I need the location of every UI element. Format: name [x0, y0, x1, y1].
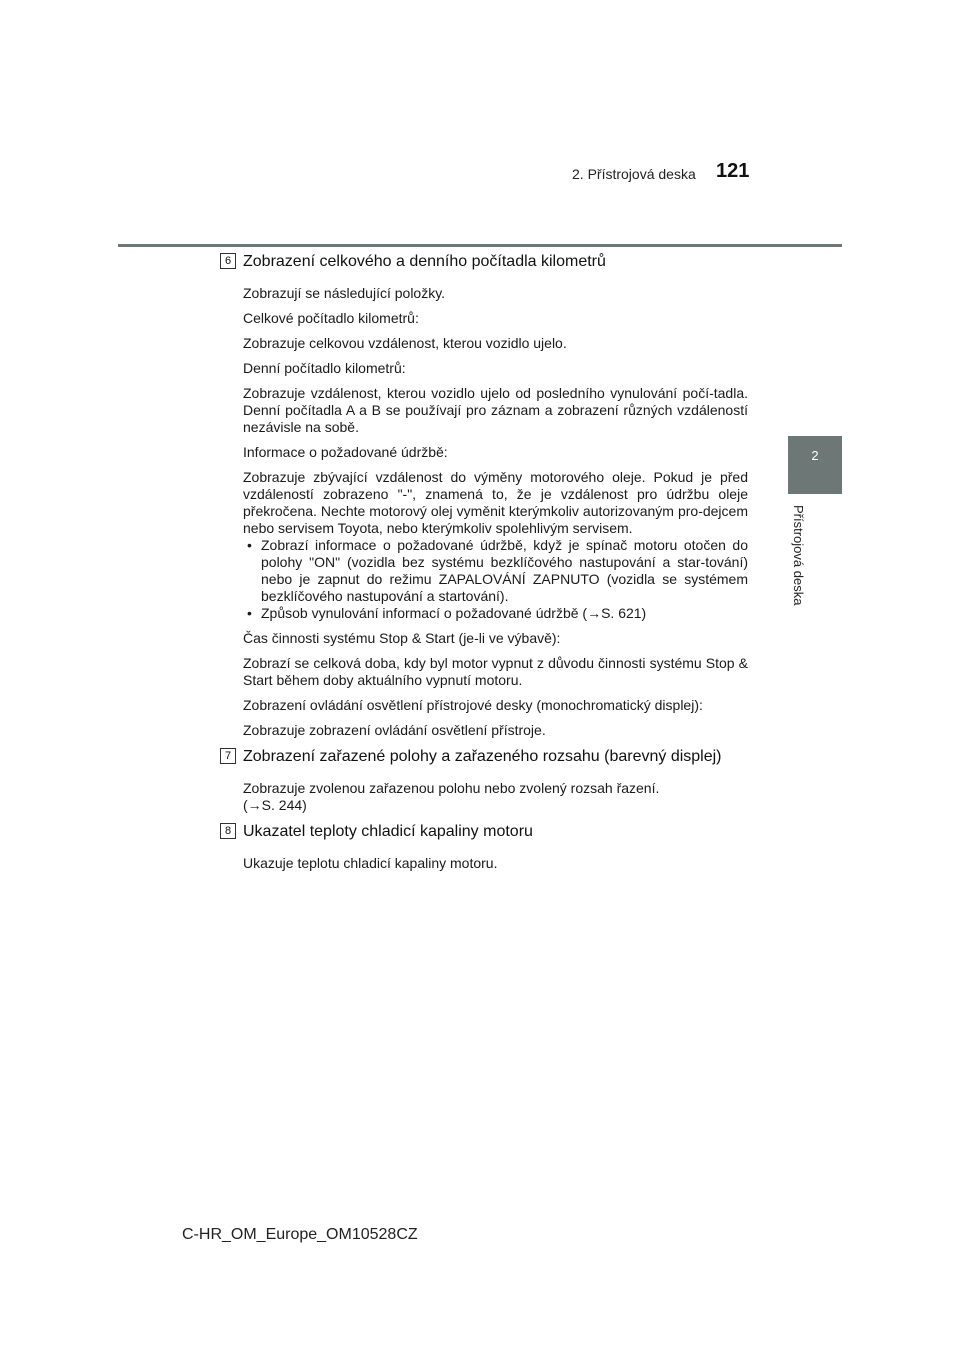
item-heading: Zobrazení zařazené polohy a zařazeného rozsahu (barevný displej) — [243, 748, 722, 765]
header-rule — [118, 244, 842, 247]
page-number: 121 — [716, 160, 750, 182]
paragraph: Zobrazují se následující položky. — [243, 285, 446, 301]
chapter-tab — [788, 436, 842, 494]
item-number-badge: 8 — [220, 823, 236, 839]
paragraph: (→S. 244) — [243, 797, 307, 813]
paragraph: Denní počítadlo kilometrů: — [243, 360, 406, 376]
paragraph: Zobrazuje zobrazení ovládání osvětlení přístroje. — [243, 722, 546, 738]
paragraph: Informace o požadované údržbě: — [243, 444, 448, 460]
item-number-badge: 6 — [220, 253, 236, 269]
paragraph: Ukazuje teplotu chladicí kapaliny motoru. — [243, 855, 498, 871]
paragraph: Čas činnosti systému Stop & Start (je-li ve výbavě): — [243, 630, 561, 646]
chapter-tab-number: 2 — [811, 448, 819, 463]
bullet-item: • Způsob vynulování informací o požadované údržbě (→S. 621) — [243, 605, 748, 622]
item-heading: Zobrazení celkového a denního počítadla kilometrů — [243, 253, 606, 270]
item-heading: Ukazatel teploty chladicí kapaliny motoru — [243, 823, 533, 840]
bullet-item: • Zobrazí informace o požadované údržbě, když je spínač motoru otočen do polohy "ON" (vozidla bez systému bezklíčového nastupování a star-tování) nebo je zapnut do režimu ZAPALOVÁNÍ ZAPNUTO (vozidla se systémem bezklíčového nastupování a startování). — [243, 537, 748, 605]
paragraph: Zobrazí se celková doba, kdy byl motor vypnut z důvodu činnosti systému Stop & Start během doby aktuálního vypnutí motoru. — [243, 655, 748, 688]
paragraph: Zobrazení ovládání osvětlení přístrojové desky (monochromatický displej): — [243, 697, 703, 713]
paragraph: Zobrazuje zvolenou zařazenou polohu nebo zvolený rozsah řazení. — [243, 780, 660, 796]
document-code: C-HR_OM_Europe_OM10528CZ — [182, 1226, 418, 1243]
paragraph: Zobrazuje vzdálenost, kterou vozidlo ujelo od posledního vynulování počí-tadla. Denní počítadla A a B se používají pro záznam a zobrazení různých vzdáleností nezávisle na sobě. — [243, 385, 748, 435]
page-content — [224, 252, 748, 880]
chapter-tab-label: Přístrojová deska — [791, 505, 806, 606]
item-odometer — [224, 252, 748, 739]
paragraph: Celkové počítadlo kilometrů: — [243, 310, 419, 326]
item-shift-position — [224, 747, 748, 814]
paragraph: Zobrazuje celkovou vzdálenost, kterou vozidlo ujelo. — [243, 335, 567, 351]
item-coolant-temperature — [224, 822, 748, 872]
paragraph: Zobrazuje zbývající vzdálenost do výměny motorového oleje. Pokud je před vzdáleností zobrazeno "-", znamená to, že je vzdálenost pro údržbu oleje překročena. Nechte motorový olej vyměnit kterýmkoliv autorizovaným pro-dejcem nebo servisem Toyota, nebo kterýmkoliv spolehlivým servisem. — [243, 469, 748, 536]
section-title: 2. Přístrojová deska — [572, 166, 696, 182]
item-number-badge: 7 — [220, 748, 236, 764]
